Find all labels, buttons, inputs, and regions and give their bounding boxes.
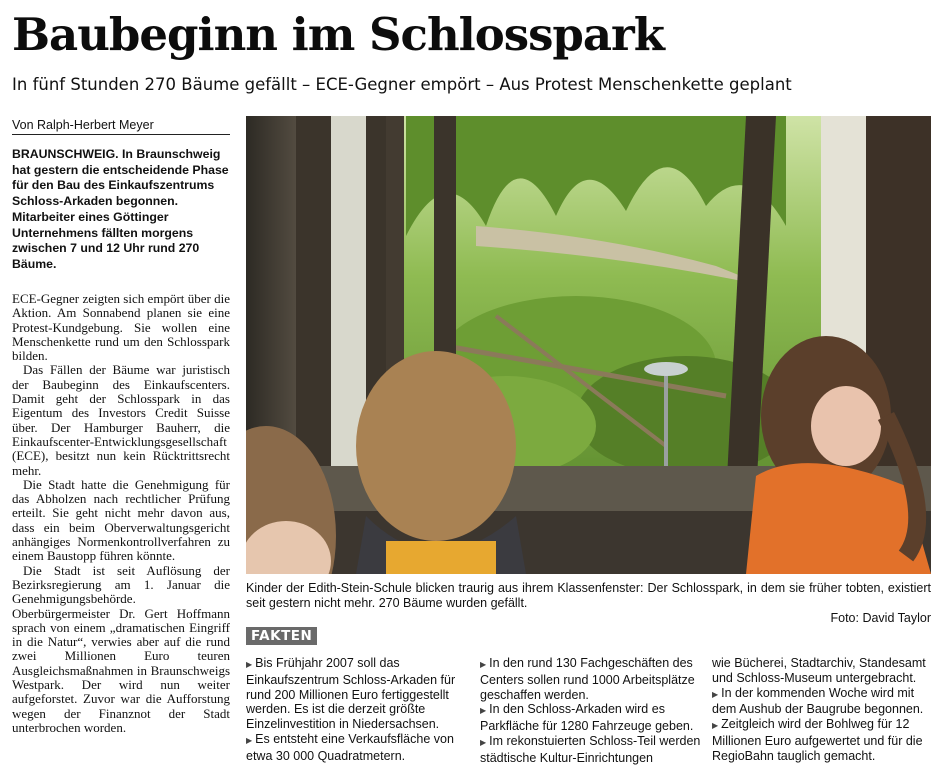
article-body: [12, 292, 230, 735]
fakten-item: [712, 717, 934, 763]
body-paragraph: Die Stadt hatte die Genehmigung für das Abholzen nach rechtlicher Prüfung erteilt. Sie geht nicht mehr davon aus, dass ein beim Oberverwaltungsgericht anhängiges Normenkontrollverfahren zu einem Baustopp führen könnte.: [12, 476, 230, 564]
lead-text: In Braunschweig hat gestern die entscheidende Phase für den Bau des Einkaufszentrums Schloss-Arkaden begonnen. Mitarbeiter eines Göttinger Unternehmens fällten morgens zwischen 7 und 12 Uhr rund 270 Bäume.: [12, 147, 229, 271]
subheadline: In fünf Stunden 270 Bäume gefällt – ECE-Gegner empört – Aus Protest Menschenkette geplant: [12, 75, 792, 94]
fakten-item: [712, 686, 934, 718]
body-paragraph: Das Fällen der Bäume war juristisch der Baubeginn des Einkaufscenters. Damit geht der Schlosspark in das Eigentum des Investors Credit Suisse über. Der Hamburger Bauherr, die Einkaufscenter-Entwicklungsgesellschaft (ECE), besitzt nun kein Rücktrittsrecht mehr.: [12, 362, 230, 478]
photo-caption: [246, 581, 931, 626]
fakten-item: [246, 656, 468, 732]
fakten-item: [480, 734, 702, 766]
bullet-triangle-icon: ▶: [712, 721, 719, 731]
fakten-label: FAKTEN: [246, 627, 317, 645]
fakten-item-text: In der kommenden Woche wird mit dem Aushub der Baugrube begonnen.: [712, 685, 924, 717]
fakten-item-text: Im rekonstuierten Schloss-Teil werden städtische Kultur-Einrichtungen: [480, 733, 701, 765]
bullet-triangle-icon: ▶: [246, 660, 253, 669]
body-paragraph: ECE-Gegner zeigten sich empört über die Aktion. Am Sonnabend planen sie eine Protest-Kundgebung. Sie wollen eine Menschenkette rund um den Schlosspark bilden.: [12, 291, 230, 364]
fakten-column-3: [712, 656, 934, 764]
byline: Von Ralph-Herbert Meyer: [12, 117, 230, 135]
bullet-triangle-icon: ▶: [480, 737, 487, 747]
photo-illustration: [246, 116, 931, 574]
fakten-item: [246, 732, 468, 764]
bullet-triangle-icon: ▶: [480, 660, 487, 669]
bullet-triangle-icon: ▶: [246, 735, 253, 745]
fakten-item-text: Es entsteht eine Verkaufsfläche von etwa 30 000 Quadratmetern.: [246, 731, 454, 763]
bullet-triangle-icon: ▶: [480, 706, 487, 716]
dateline: BRAUNSCHWEIG.: [12, 147, 119, 161]
fakten-column-2: [480, 656, 702, 766]
caption-text: Kinder der Edith-Stein-Schule blicken traurig aus ihrem Klassenfenster: Der Schlosspark, in dem sie früher tobten, existiert seit gestern nicht mehr. 270 Bäume wurden gefällt.: [246, 581, 931, 610]
fakten-item: [480, 656, 702, 702]
fakten-item-text: In den Schloss-Arkaden wird es Parkfläche für 1280 Fahrzeuge geben.: [480, 702, 694, 734]
fakten-item-text: Zeitgleich wird der Bohlweg für 12 Millionen Euro aufgewertet und für die RegioBahn tauglich gemacht.: [712, 717, 923, 763]
fakten-item-text: In den rund 130 Fachgeschäften des Centers sollen rund 1000 Arbeitsplätze geschaffen werden.: [480, 656, 695, 702]
fakten-item-text: Bis Frühjahr 2007 soll das Einkaufszentrum Schloss-Arkaden für rund 200 Millionen Euro fertiggestellt werden. Es ist die derzeit größte Einzelinvestition in Niedersachsen.: [246, 656, 456, 732]
bullet-triangle-icon: ▶: [712, 689, 719, 699]
headline: Baubeginn im Schlosspark: [12, 8, 664, 61]
fakten-item-text: wie Bücherei, Stadtarchiv, Standesamt und Schloss-Museum untergebracht.: [712, 656, 926, 685]
fakten-item: [712, 656, 934, 686]
body-paragraph: Die Stadt ist seit Auflösung der Bezirksregierung am 1. Januar die Genehmigungsbehörde. Oberbürgermeister Dr. Gert Hoffmann sprach von einem „dramatischen Eingriff in die Natur“, verwies aber auf die rund zwei Millionen Euro teuren Ausgleichsmaßnahmen in Braunschweigs Westpark. Der wird nun weiter aufgeforstet. Zuvor war die Aufforstung wegen der Finanznot der Stadt unterbrochen worden.: [12, 562, 230, 735]
fakten-item: [480, 702, 702, 734]
fakten-column-1: [246, 656, 468, 764]
lead-paragraph: [12, 147, 230, 273]
photo-credit: Foto: David Taylor: [830, 611, 931, 625]
article-photo: [246, 116, 931, 574]
